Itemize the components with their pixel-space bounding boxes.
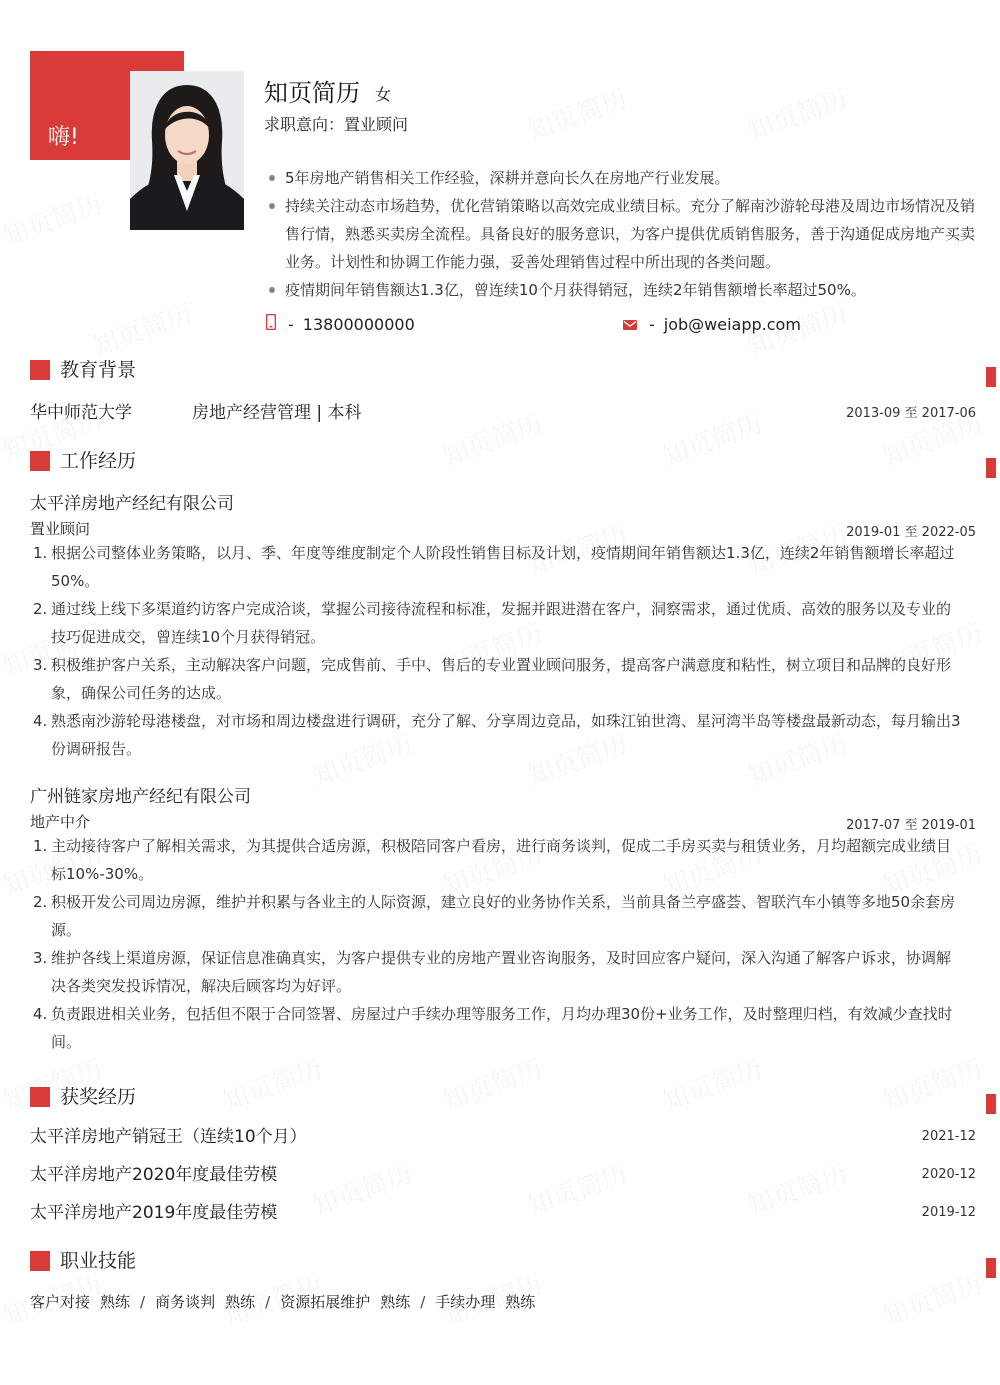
section-edge-marker (986, 367, 996, 387)
section-edge-marker (986, 458, 996, 478)
section-education (30, 357, 976, 383)
section-marker (30, 451, 50, 471)
profile-photo (130, 71, 244, 230)
skill-separator: / (265, 1293, 271, 1311)
duty-item: 3. 积极维护客户关系，主动解决客户问题，完成售前、手中、售后的专业置业顾问服务，提高客户满意度和粘性，树立项目和品牌的良好形象，确保公司任务的达成。 (33, 656, 952, 702)
duty-item: 1. 根据公司整体业务策略，以月、季、年度等维度制定个人阶段性销售目标及计划，疫情期间年销售额达1.3亿，连续2年销售额增长率超过50%。 (33, 544, 955, 590)
company-name: 广州链家房地产经纪有限公司 (30, 787, 251, 807)
section-title: 工作经历 (60, 450, 137, 472)
duty-item: 2. 通过线上线下多渠道约访客户完成洽谈，掌握公司接待流程和标准，发掘并跟进潜在客户，洞察需求，通过优质、高效的服务以及专业的技巧促进成交，曾连续10个月获得销冠。 (33, 600, 952, 646)
candidate-gender: 女 (375, 85, 392, 104)
education-row (30, 398, 976, 424)
skill-item: 客户对接 熟练 (30, 1293, 131, 1311)
duty-item: 2. 积极开发公司周边房源，维护并积累与各业主的人际资源，建立良好的业务协作关系，当前具备兰亭盛荟、智联汽车小镇等多地50余套房源。 (33, 893, 956, 939)
section-marker (30, 1251, 50, 1271)
email-icon (623, 315, 637, 334)
award-date: 2019-12 (921, 1205, 976, 1220)
job-company-row (30, 489, 976, 514)
phone-contact (266, 312, 415, 336)
job-date: 2019-01 至 2022-05 (846, 525, 976, 540)
candidate-name: 知页简历 (264, 79, 360, 107)
job-role: 置业顾问 (30, 520, 91, 538)
school-name: 华中师范大学 (30, 403, 132, 423)
section-skills (30, 1248, 976, 1274)
award-row (30, 1200, 976, 1226)
job-role: 地产中介 (30, 813, 91, 831)
section-marker (30, 360, 50, 380)
summary-item: 疫情期间年销售额达1.3亿，曾连续10个月获得销冠，连续2年销售额增长率超过50%。 (266, 276, 978, 304)
company-name: 太平洋房地产经纪有限公司 (30, 494, 234, 514)
job-role-row (30, 811, 976, 833)
watermark (522, 78, 632, 148)
duty-item: 3. 维护各线上渠道房源，保证信息准确真实，为客户提供专业的房地产置业咨询服务，及时回应客户疑问，深入沟通了解客户诉求，协调解决各类突发投诉情况，解决后顾客均为好评。 (33, 949, 952, 995)
section-title: 教育背景 (60, 359, 137, 381)
greeting-text: 嗨! (48, 125, 79, 150)
section-work (30, 448, 976, 474)
duty-list (30, 539, 965, 763)
skill-separator: / (420, 1293, 426, 1311)
skill-item: 资源拓展维护 熟练 (280, 1293, 411, 1311)
award-row (30, 1162, 976, 1188)
education-date: 2013-09 至 2017-06 (846, 406, 976, 421)
award-title: 太平洋房地产2019年度最佳劳模 (30, 1203, 278, 1223)
summary-list (266, 164, 978, 304)
award-date: 2020-12 (921, 1167, 976, 1182)
email-contact (623, 312, 801, 336)
duty-item: 4. 负责跟进相关业务，包括但不限于合同签署、房屋过户手续办理等服务工作，月均办理30份+业务工作，及时整理归档，有效减少查找时间。 (33, 1005, 953, 1051)
phone-icon (266, 314, 276, 334)
summary-item: 5年房地产销售相关工作经验，深耕并意向长久在房地产行业发展。 (266, 164, 978, 192)
watermark (87, 293, 197, 363)
section-marker (30, 1087, 50, 1107)
duty-item: 1. 主动接待客户了解相关需求，为其提供合适房源，积极陪同客户看房，进行商务谈判，促成二手房买卖与租赁业务，月均超额完成业绩目标10%-30%。 (33, 837, 952, 883)
email-address[interactable]: job@weiapp.com (663, 314, 801, 334)
major-degree: 房地产经营管理 | 本科 (192, 403, 362, 423)
section-edge-marker (986, 1094, 996, 1114)
section-edge-marker (986, 1258, 996, 1278)
summary-item: 持续关注动态市场趋势，优化营销策略以高效完成业绩目标。充分了解南沙游轮母港及周边市场情况及销售行情，熟悉买卖房全流程。具备良好的服务意识，为客户提供优质销售服务，善于沟通促成房地产买卖业务。计划性和协调工作能力强，妥善处理销售过程中所出现的各类问题。 (266, 192, 978, 276)
watermark (0, 183, 107, 253)
skill-item: 商务谈判 熟练 (155, 1293, 256, 1311)
skill-separator: / (140, 1293, 146, 1311)
award-title: 太平洋房地产销冠王（连续10个月） (30, 1127, 307, 1147)
skills-list (30, 1290, 535, 1314)
duty-list (30, 832, 965, 1056)
job-company-row (30, 782, 976, 807)
section-title: 职业技能 (60, 1250, 137, 1272)
contact-separator: - (649, 314, 655, 334)
watermark (742, 78, 852, 148)
section-title: 获奖经历 (60, 1086, 137, 1108)
award-title: 太平洋房地产2020年度最佳劳模 (30, 1165, 278, 1185)
job-intent: 求职意向：置业顾问 (264, 115, 409, 134)
award-row (30, 1124, 976, 1150)
skill-item: 手续办理 熟练 (435, 1293, 536, 1311)
section-awards (30, 1084, 976, 1110)
phone-number: 13800000000 (302, 314, 415, 334)
job-role-row (30, 518, 976, 540)
job-date: 2017-07 至 2019-01 (846, 818, 976, 833)
award-date: 2021-12 (921, 1129, 976, 1144)
contact-separator: - (288, 314, 294, 334)
duty-item: 4. 熟悉南沙游轮母港楼盘，对市场和周边楼盘进行调研，充分了解、分享周边竞品，如珠江铂世湾、星河湾半岛等楼盘最新动态，每月输出3份调研报告。 (33, 712, 961, 758)
